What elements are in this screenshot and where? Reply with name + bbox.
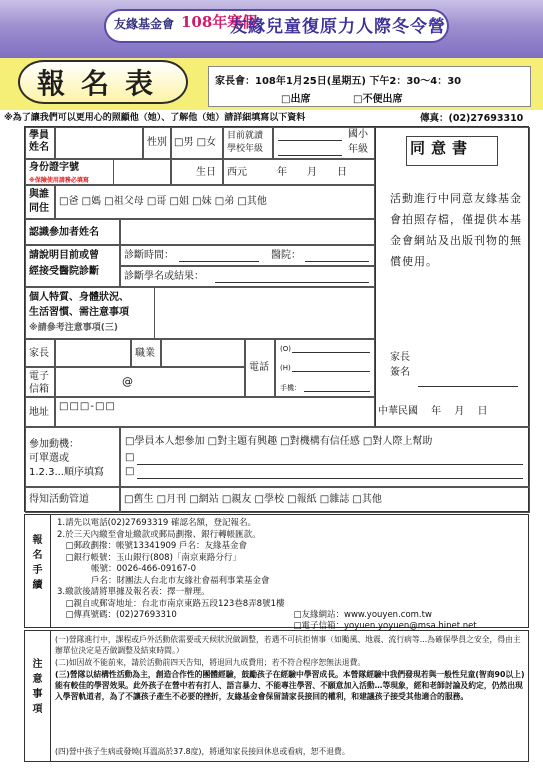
parent-name-field[interactable]	[55, 339, 131, 367]
guardian-name-field[interactable]	[120, 219, 375, 245]
page-title: 報名表	[36, 67, 169, 100]
email-at-sign: @	[122, 375, 133, 388]
email-label: 電子 信箱	[25, 367, 55, 397]
diagnosis-label: 請說明目前或曾 經接受醫院診斷	[25, 245, 120, 287]
registration-form-grid	[24, 126, 529, 512]
id-number-field[interactable]	[113, 159, 171, 185]
phone-office-label: (O)	[280, 345, 291, 353]
occupation-label: 職業	[131, 339, 161, 367]
gender-label: 性別	[143, 127, 171, 159]
school-grade-field[interactable]	[273, 127, 375, 159]
registration-line-3: □郵政劃撥：帳號13341909 戶名：友緣基金會	[57, 541, 247, 551]
consent-date: 中華民國 年 月 日	[378, 406, 488, 417]
registration-line-5: 帳號：0026-466-09167-0	[57, 564, 197, 574]
note-item-4: (四)營中孩子生病或發燒(耳溫高於37.8度)，將通知家長接回休息或看病，恕不退費。	[55, 747, 350, 756]
registration-line-11: □電子信箱：yoyuen.yoyuen@msa.hinet.net	[285, 621, 477, 631]
traits-field[interactable]	[155, 287, 375, 339]
motive-field[interactable]	[120, 427, 530, 487]
phone-mobile-label: 手機：	[280, 384, 301, 392]
siblings-label: 與誰 同住	[25, 185, 55, 219]
consent-text: 活動進行中同意友緣基金會拍照存檔，僅提供本基金會網站及出版刊物的無償使用。	[390, 192, 522, 268]
student-name-label: 學員 姓名	[25, 127, 55, 159]
diagnosis-name-label: 診斷學名或結果：	[124, 271, 204, 282]
motive-label: 參加動機： 可單選或 1.2.3...順序填寫	[25, 427, 120, 487]
registration-line-7: 3.繳款後請將單據及報名表：擇一辦理。	[57, 587, 210, 597]
registration-line-10: □友緣網站：www.youyen.com.tw	[285, 610, 432, 620]
motive-other-1[interactable]: □	[125, 452, 135, 463]
guardian-name-label: 認識參加者姓名	[25, 219, 120, 245]
fax-number: 傳真：(02)27693310	[420, 113, 524, 124]
registration-line-1: 1.請先以電話(02)27693319 確認名額，登記報名。	[57, 518, 257, 528]
source-options[interactable]: □舊生 □月刊 □網站 □親友 □學校 □報紙 □雜誌 □其他	[120, 487, 530, 513]
traits-note: ※請參考注意事項(三)	[29, 323, 118, 333]
event-year: 108年寒假	[181, 13, 258, 31]
elementary-label: 國小	[348, 129, 368, 140]
address-label: 地址	[25, 397, 55, 427]
id-number-note: ※保險使用請務必填寫	[29, 177, 89, 184]
parent-meeting-box	[208, 66, 531, 107]
gender-male-checkbox[interactable]: □男	[174, 137, 194, 148]
consent-title: 同意書	[410, 139, 474, 157]
source-label: 得知活動管道	[25, 487, 120, 513]
parent-meeting-label: 家長會：108年1月25日(星期五) 下午2：30～4：30	[215, 76, 462, 87]
registration-line-4: □銀行帳號：玉山銀行(808)「南京東路分行」	[57, 552, 241, 563]
parent-label: 家長	[25, 339, 55, 367]
student-name-field[interactable]	[55, 127, 143, 159]
note-item-3: (三)營隊以結構性活動為主，創造合作性的團體經驗，鼓勵孩子在經驗中學習成長。本營隊經驗中我們發現若與一般性兒童(智商90以上)能有較佳的學習效果。此外孩子在營中若有打人、語言暴力、不能專注學習、不願意加入活動…等現象，經和老師討論及約定，仍然出現入學習軌道者，為了不讓孩子產生不必要的挫折，友緣基金會保留請家長接回的權利，和建議孩子接受其他適合的服務。	[55, 670, 525, 701]
gender-female-checkbox[interactable]: □女	[196, 137, 217, 148]
not-attend-checkbox[interactable]: □不便出席	[353, 94, 403, 105]
gender-options[interactable]	[171, 127, 223, 159]
motive-other-2[interactable]: □	[125, 466, 135, 477]
notes-section	[24, 630, 529, 762]
registration-label: 報 名 手 續	[25, 515, 51, 627]
parent-signature-label: 家長 簽名	[390, 352, 410, 378]
traits-label: 個人特質、身體狀況、 生活習慣、需注意事項 ※請參考注意事項(三)	[25, 287, 155, 339]
registration-line-2: 2.於三天內繳至會址繳款或郵局劃撥、銀行轉帳匯款。	[57, 529, 261, 540]
birthday-field[interactable]: 西元 年 月 日	[223, 159, 375, 185]
registration-line-6: 戶名：財團法人台北市友緣社會福利事業基金會	[57, 575, 270, 586]
birthday-label: 生日	[171, 159, 223, 185]
registration-procedure	[24, 514, 529, 631]
phone-field[interactable]	[275, 339, 375, 397]
note-item-1: (一)營隊進行中，課程或戶外活動依需要或天候狀況做調整，若遇不可抗拒情事（如颱風、地震、流行病等...為確保學員之安全，得由主辦單位決定是否做調整及結束時間。）	[55, 635, 521, 655]
diagnosis-name-row[interactable]	[120, 266, 375, 287]
school-grade-label: 目前就讀 學校年級	[223, 127, 273, 159]
hospital-label: 醫院：	[271, 250, 301, 261]
address-field[interactable]: □□□-□□	[55, 397, 375, 427]
notes-label: 注 意 事 項	[25, 631, 51, 761]
grade-label: 年級	[348, 144, 368, 155]
org-name: 友緣基金會	[114, 17, 175, 31]
motive-options[interactable]: □學員本人想參加 □對主題有興趣 □對機構有信任感 □對人際上幫助	[125, 436, 433, 447]
consent-box	[375, 127, 530, 427]
diagnosis-time-label: 診斷時間：	[124, 250, 174, 261]
phone-label: 電話	[245, 339, 275, 397]
siblings-options[interactable]: □爸 □媽 □祖父母 □哥 □姐 □妹 □弟 □其他	[55, 185, 375, 219]
id-number-label: 身份證字號 ※保險使用請務必填寫	[25, 159, 171, 185]
form-notice: ※為了讓我們可以更用心的照顧他（她）、了解他（她）請詳細填寫以下資料	[4, 113, 306, 123]
occupation-field[interactable]	[161, 339, 245, 367]
event-name: 友緣兒童復原力人際冬令營	[230, 17, 446, 37]
phone-home-label: (H)	[280, 364, 291, 372]
diagnosis-time-row[interactable]	[120, 245, 375, 266]
registration-line-9: □傳真號碼：(02)27693310	[57, 610, 177, 620]
note-item-2: (二)如因故不能前來，請於活動前四天告知，將退回九成費用；若不符合程序恕無法退費。	[55, 658, 366, 667]
email-field[interactable]	[55, 367, 245, 397]
registration-line-8: □親自或郵寄地址：台北市南京東路五段123巷8弄8號1樓	[57, 598, 285, 609]
attend-checkbox[interactable]: □出席	[281, 94, 311, 105]
